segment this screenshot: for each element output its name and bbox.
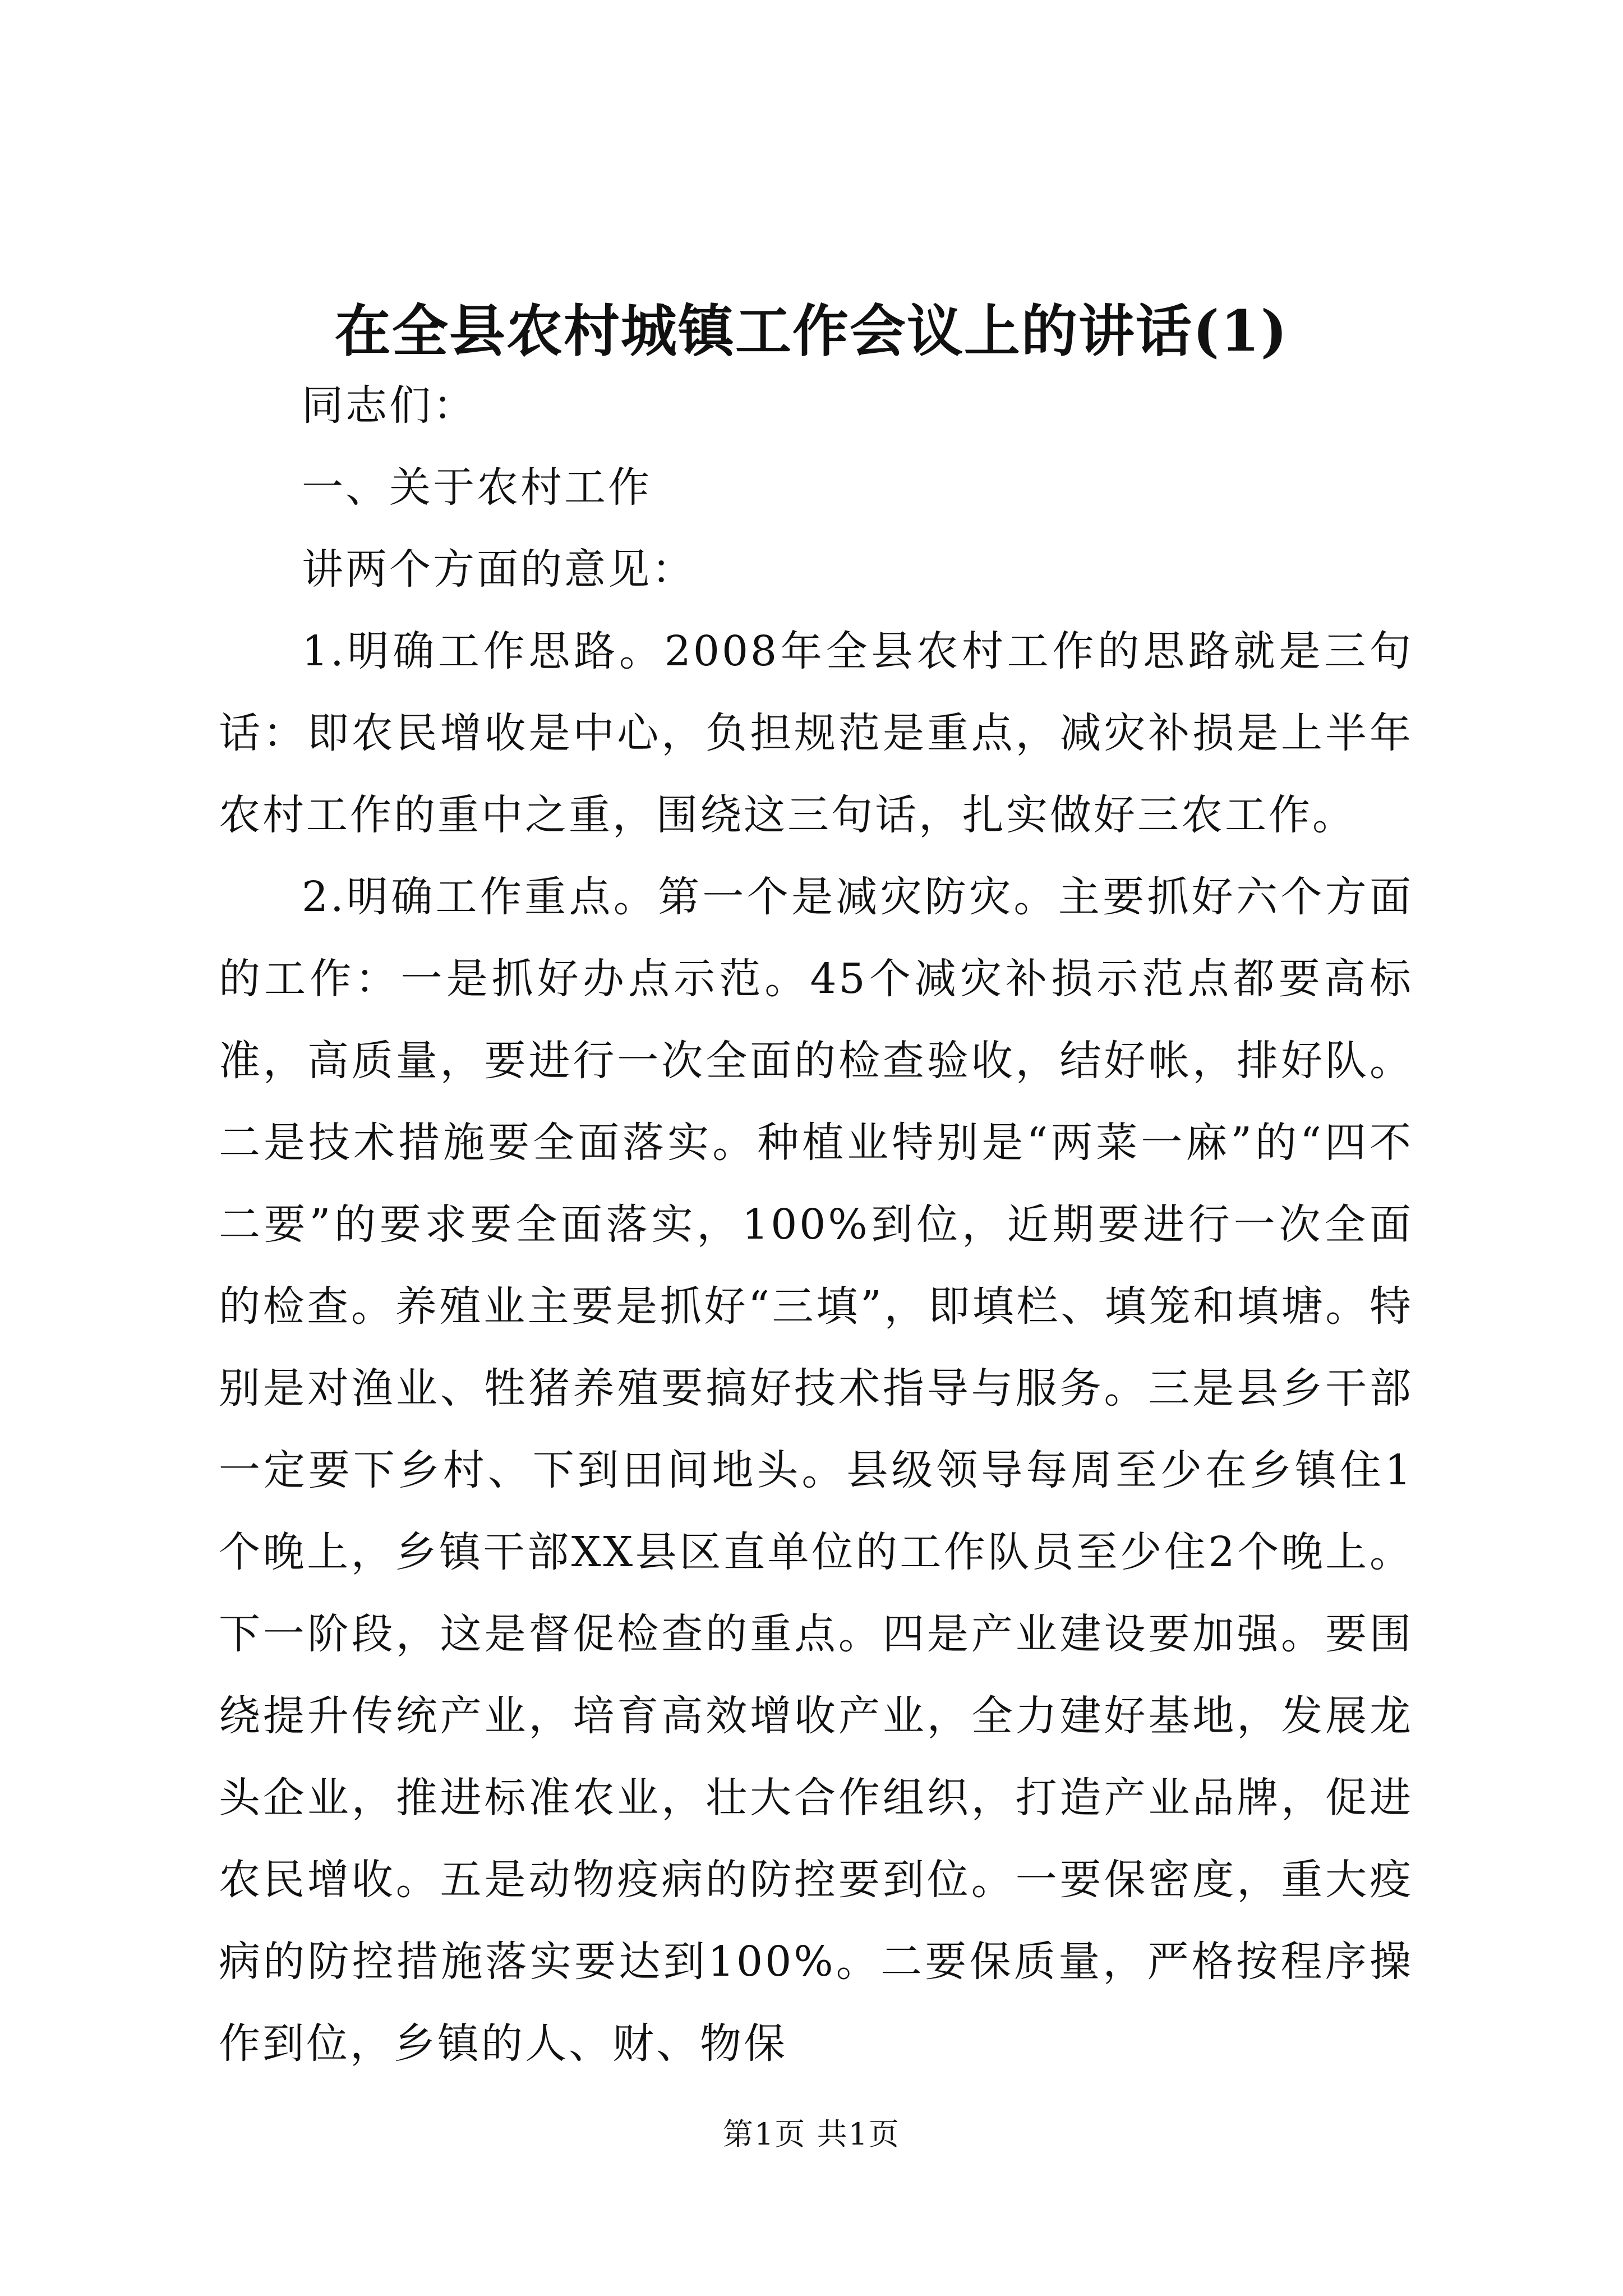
document-body (219, 365, 1413, 2085)
salutation-paragraph: 同志们： (302, 381, 477, 430)
document-title: 在全县农村城镇工作会议上的讲话(1) (334, 298, 1289, 364)
intro-paragraph: 讲两个方面的意见： (302, 545, 695, 593)
section-heading-paragraph: 一、关于农村工作 (302, 463, 652, 512)
work-focus-paragraph: 2.明确工作重点。第一个是减灾防灾。主要抓好六个方面的工作：一是抓好办点示范。45个减灾补损示范点都要高标准，高质量，要进行一次全面的检查验收，结好帐，排好队。二是技术措施要全面落实。种植业特别是“两菜一麻”的“四不二要”的要求要全面落实，100%到位，近期要进行一次全面的检查。养殖业主要是抓好“三填”，即填栏、填笼和填塘。特别是对渔业、牲猪养殖要搞好技术指导与服务。三是县乡干部一定要下乡村、下到田间地头。县级领导每周至少在乡镇住1个晚上，乡镇干部XX县区直单位的工作队员至少住2个晚上。下一阶段，这是督促检查的重点。四是产业建设要加强。要围绕提升传统产业，培育高效增收产业，全力建好基地，发展龙头企业，推进标准农业，壮大合作组织，打造产业品牌，促进农民增收。五是动物疫病的防控要到位。一要保密度，重大疫病的防控措施落实要达到100%。二要保质量，严格按程序操作到位，乡镇的人、财、物保 (219, 873, 1413, 2068)
work-idea-paragraph: 1.明确工作思路。2008年全县农村工作的思路就是三句话：即农民增收是中心，负担规范是重点，减灾补损是上半年农村工作的重中之重，围绕这三句话，扎实做好三农工作。 (219, 627, 1413, 839)
page-number-footer: 第1页 共1页 (723, 2116, 900, 2152)
